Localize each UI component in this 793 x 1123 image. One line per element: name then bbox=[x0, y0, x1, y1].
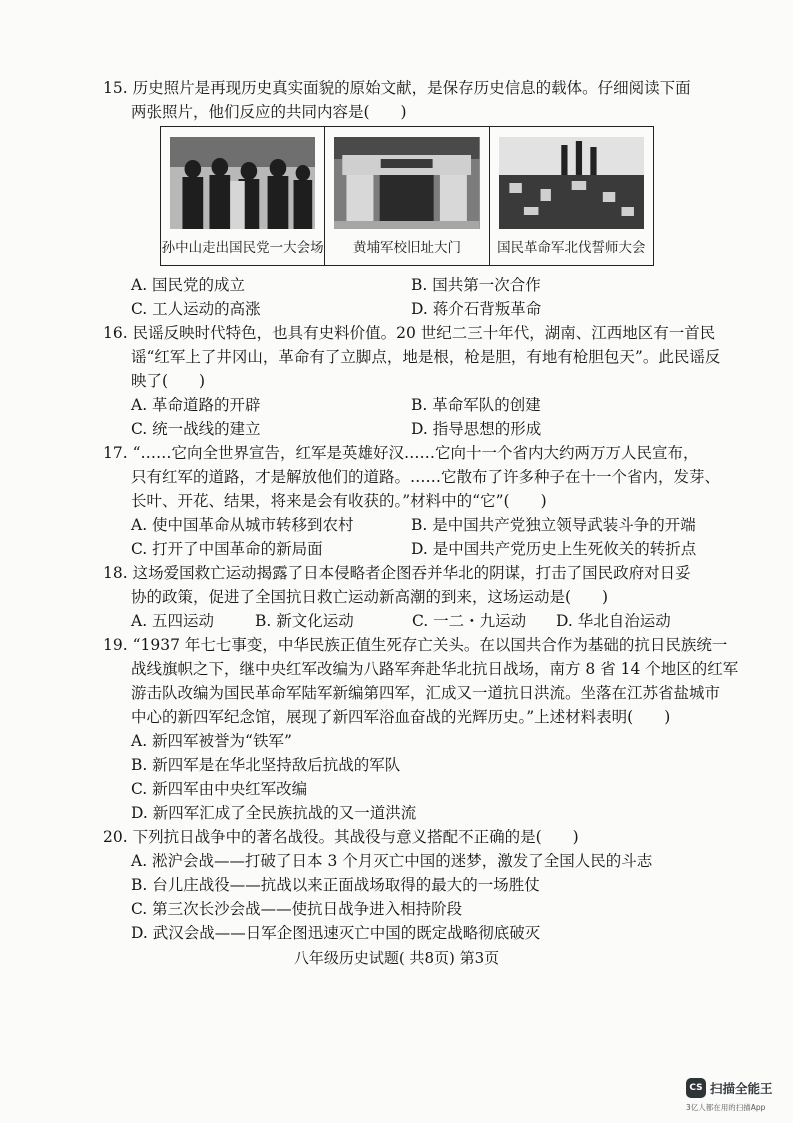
question-stem-line: 15. 历史照片是再现历史真实面貌的原始文献，是保存历史信息的载体。仔细阅读下面 bbox=[103, 79, 691, 97]
question-stem-line: 16. 民谣反映时代特色，也具有史料价值。20 世纪二三十年代，湖南、江西地区有一首民 bbox=[103, 324, 716, 342]
scanner-logo-icon: CS bbox=[686, 1078, 706, 1098]
option-b[interactable]: B. 革命军队的创建 bbox=[411, 396, 541, 414]
option-c[interactable]: C. 工人运动的高涨 bbox=[131, 300, 261, 318]
option-d[interactable]: D. 武汉会战——日军企图迅速灭亡中国的既定战略彻底破灭 bbox=[131, 924, 541, 942]
crowd-photo-icon bbox=[170, 137, 315, 229]
question-stem-line: 协的政策，促进了全国抗日救亡运动新高潮的到来，这场运动是( ) bbox=[131, 588, 609, 606]
photo-table bbox=[160, 126, 654, 266]
option-d[interactable]: D. 华北自治运动 bbox=[556, 612, 671, 630]
photo-caption: 孙中山走出国民党一大会场 bbox=[161, 240, 324, 256]
option-d[interactable]: D. 是中国共产党历史上生死攸关的转折点 bbox=[411, 540, 697, 558]
question-stem-line: 18. 这场爱国救亡运动揭露了日本侵略者企图吞并华北的阴谋，打击了国民政府对日妥 bbox=[103, 564, 691, 582]
page-footer: 八年级历史试题( 共8页) 第3页 bbox=[293, 949, 500, 967]
photo-caption: 黄埔军校旧址大门 bbox=[352, 240, 461, 256]
scanner-watermark bbox=[686, 1078, 786, 1114]
scanner-app-name: 扫描全能王 bbox=[710, 1081, 773, 1096]
question-stem-line: 谣“红军上了井冈山，革命有了立脚点，地是根，枪是胆，有地有枪胆包天”。此民谣反 bbox=[131, 348, 721, 366]
option-b[interactable]: B. 是中国共产党独立领导武装斗争的开端 bbox=[411, 516, 696, 534]
question-stem-line: 中心的新四军纪念馆，展现了新四军浴血奋战的光辉历史。”上述材料表明( ) bbox=[131, 708, 671, 726]
question-stem-line: 游击队改编为国民革命军陆军新编第四军，汇成又一道抗日洪流。坐落在江苏省盐城市 bbox=[131, 684, 721, 702]
photo-cell bbox=[325, 127, 489, 265]
option-b[interactable]: B. 新四军是在华北坚持敌后抗战的军队 bbox=[131, 756, 401, 774]
photo-cell bbox=[490, 127, 653, 265]
option-d[interactable]: D. 新四军汇成了全民族抗战的又一道洪流 bbox=[131, 804, 417, 822]
option-d[interactable]: D. 指导思想的形成 bbox=[411, 420, 542, 438]
option-b[interactable]: B. 台儿庄战役——抗战以来正面战场取得的最大的一场胜仗 bbox=[131, 876, 540, 894]
option-b[interactable]: B. 新文化运动 bbox=[255, 612, 354, 630]
question-stem-line: 20. 下列抗日战争中的著名战役。其战役与意义搭配不正确的是( ) bbox=[103, 828, 579, 846]
photo-caption: 国民革命军北伐誓师大会 bbox=[497, 240, 646, 256]
option-a[interactable]: A. 革命道路的开辟 bbox=[131, 396, 261, 414]
question-stem-line: 19. “1937 年七七事变，中华民族正值生死存亡关头。在以国共合作为基础的抗日民族统一 bbox=[103, 636, 728, 654]
option-a[interactable]: A. 国民党的成立 bbox=[131, 276, 246, 294]
option-a[interactable]: A. 使中国革命从城市转移到农村 bbox=[131, 516, 354, 534]
rally-photo-icon bbox=[499, 137, 644, 229]
question-stem-line: 战线旗帜之下，继中央红军改编为八路军奔赴华北抗日战场，南方 8 省 14 个地区的红军 bbox=[131, 660, 739, 678]
option-a[interactable]: A. 淞沪会战——打破了日本 3 个月灭亡中国的迷梦，激发了全国人民的斗志 bbox=[131, 852, 653, 870]
option-c[interactable]: C. 统一战线的建立 bbox=[131, 420, 261, 438]
option-a[interactable]: A. 新四军被誉为“铁军” bbox=[131, 732, 292, 750]
question-stem-line: 17. “……它向全世界宣告，红军是英雄好汉……它向十一个省内大约两万万人民宣布， bbox=[103, 444, 699, 462]
question-stem-line: 映了( ) bbox=[131, 372, 206, 390]
option-d[interactable]: D. 蒋介石背叛革命 bbox=[411, 300, 542, 318]
question-stem-line: 长叶、开花、结果，将来是会有收获的。”材料中的“它”( ) bbox=[131, 492, 547, 510]
option-c[interactable]: C. 新四军由中央红军改编 bbox=[131, 780, 308, 798]
option-a[interactable]: A. 五四运动 bbox=[131, 612, 215, 630]
option-c[interactable]: C. 第三次长沙会战——使抗日战争进入相持阶段 bbox=[131, 900, 463, 918]
scanner-tagline: 3亿人都在用的扫描App bbox=[686, 1103, 766, 1112]
question-stem-line: 两张照片，他们反应的共同内容是( ) bbox=[131, 103, 407, 121]
photo-cell bbox=[161, 127, 325, 265]
option-c[interactable]: C. 打开了中国革命的新局面 bbox=[131, 540, 323, 558]
gate-photo-icon bbox=[334, 137, 479, 229]
option-c[interactable]: C. 一二・九运动 bbox=[412, 612, 527, 630]
question-stem-line: 只有红军的道路，才是解放他们的道路。……它散布了许多种子在十一个省内，发芽、 bbox=[131, 468, 721, 486]
option-b[interactable]: B. 国共第一次合作 bbox=[411, 276, 541, 294]
